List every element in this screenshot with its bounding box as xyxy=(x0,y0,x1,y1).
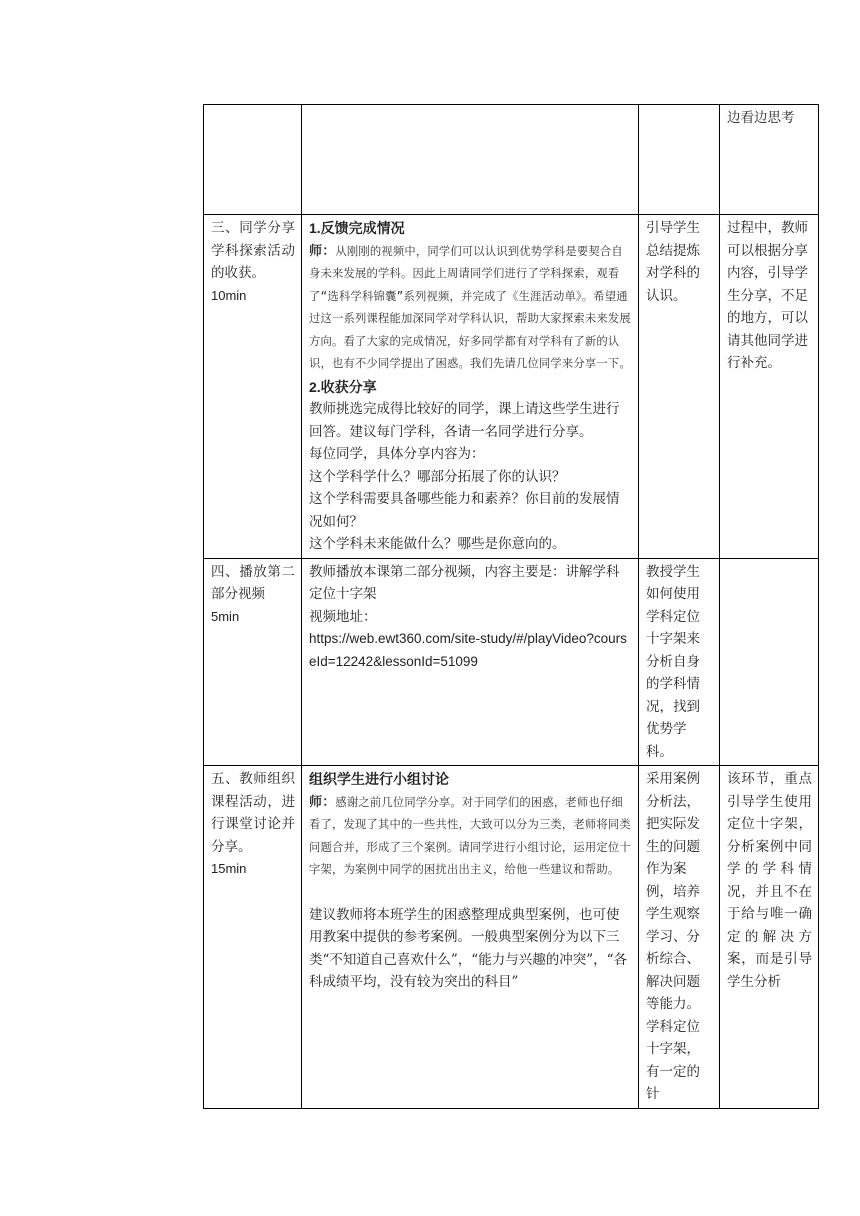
intent-text: 教授学生如何使用学科定位十字架来分析自身的学科情况，找到优势学科。 xyxy=(646,563,700,760)
paragraph: 每位同学，具体分享内容为： xyxy=(309,446,485,462)
paragraph: 建议教师将本班学生的困惑整理成典型案例，也可使用教案中提供的参考案例。一般典型案例分为以下三类“不知道自己喜欢什么”，“能力与兴趣的冲突”，“各科成绩平均，没有较为突出的科目” xyxy=(309,906,628,990)
lesson-plan-table xyxy=(203,104,819,1109)
stage-cell xyxy=(204,766,302,1109)
blank-line xyxy=(309,882,632,904)
note-cell xyxy=(720,215,819,559)
table-row xyxy=(204,105,819,215)
teacher-text: 从刚刚的视频中，同学们可以认识到优势学科是要契合自身未来发展的学科。因此上周请同学们进行了学科探索，观看了“选科学科锦囊”系列视频，并完成了《生涯活动单》。希望通过这一系列课程能加深同学对学科认识，帮助大家探索未来发展方向。看了大家的完成情况，好多同学都有对学科有了新的认识，也有不少同学提出了困惑。我们先请几位同学来分享一下。 xyxy=(309,244,631,370)
paragraph: 这个学科需要具备哪些能力和素养？你目前的发展情况如何？ xyxy=(309,491,620,530)
stage-title: 三、同学分享学科探索活动的收获。 xyxy=(211,220,295,281)
stage-cell xyxy=(204,558,302,766)
note-cell xyxy=(720,766,819,1109)
stage-cell xyxy=(204,105,302,215)
note-text: 该环节，重点引导学生使用定位十字架，分析案例中同学的学科情况，并且不在于给与唯一确定的解决方案，而是引导学生分析 xyxy=(727,771,812,990)
stage-duration: 10min xyxy=(211,287,247,303)
video-url: https://web.ewt360.com/site-study/#/playVideo?courseId=12242&lessonId=51099 xyxy=(309,631,627,669)
table-row xyxy=(204,215,819,559)
paragraph: 这个学科学什么？哪部分拓展了你的认识？ xyxy=(309,468,566,485)
intent-text: 引导学生总结提炼对学科的认识。 xyxy=(646,220,700,304)
teacher-script xyxy=(309,240,632,376)
table-row xyxy=(204,558,819,766)
teacher-label: 师： xyxy=(309,793,336,809)
intent-cell xyxy=(639,766,720,1109)
intent-cell xyxy=(639,558,720,766)
intent-text: 采用案例分析法，把实际发生的问题作为案例，培养学生观察学习、分析综合、解决问题等能力。学科定位十字架，有一定的针 xyxy=(646,771,700,1102)
section-heading: 组织学生进行小组讨论 xyxy=(309,771,449,787)
note-cell xyxy=(720,558,819,766)
content-cell xyxy=(302,215,639,559)
stage-title: 五、教师组织课程活动，进行课堂讨论并分享。 xyxy=(211,771,295,855)
paragraph: 教师挑选完成得比较好的同学，课上请这些学生进行回答。建议每门学科，各请一名同学进行分享。 xyxy=(309,401,620,440)
intent-cell xyxy=(639,215,720,559)
section-heading: 2.收获分享 xyxy=(309,378,377,395)
content-cell xyxy=(302,105,639,215)
intent-cell xyxy=(639,105,720,215)
content-cell xyxy=(302,766,639,1109)
teacher-script xyxy=(309,791,632,882)
table-row xyxy=(204,766,819,1109)
paragraph: 视频地址： xyxy=(309,608,377,625)
paragraph: 教师播放本课第二部分视频，内容主要是：讲解学科定位十字架 xyxy=(309,563,620,602)
note-text: 过程中，教师可以根据分享内容，引导学生分享，不足的地方，可以请其他同学进行补充。 xyxy=(727,220,808,371)
content-cell xyxy=(302,558,639,766)
section-heading: 1.反馈完成情况 xyxy=(309,220,405,236)
teacher-text: 感谢之前几位同学分享。对于同学们的困惑，老师也仔细看了，发现了其中的一些共性，大致可以分为三类，老师将同类问题合并，形成了三个案例。请同学进行小组讨论，运用定位十字架，为案例中同学的困扰出出主义，给他一些建议和帮助。 xyxy=(309,795,631,876)
note-cell xyxy=(720,105,819,215)
teacher-label: 师： xyxy=(309,242,336,258)
stage-duration: 15min xyxy=(211,861,247,876)
paragraph: 这个学科未来能做什么？哪些是你意向的。 xyxy=(309,536,566,552)
stage-cell xyxy=(204,215,302,559)
stage-duration: 5min xyxy=(211,608,240,624)
stage-title: 四、播放第二部分视频 xyxy=(211,563,295,602)
note-text: 边看边思考 xyxy=(727,110,795,126)
